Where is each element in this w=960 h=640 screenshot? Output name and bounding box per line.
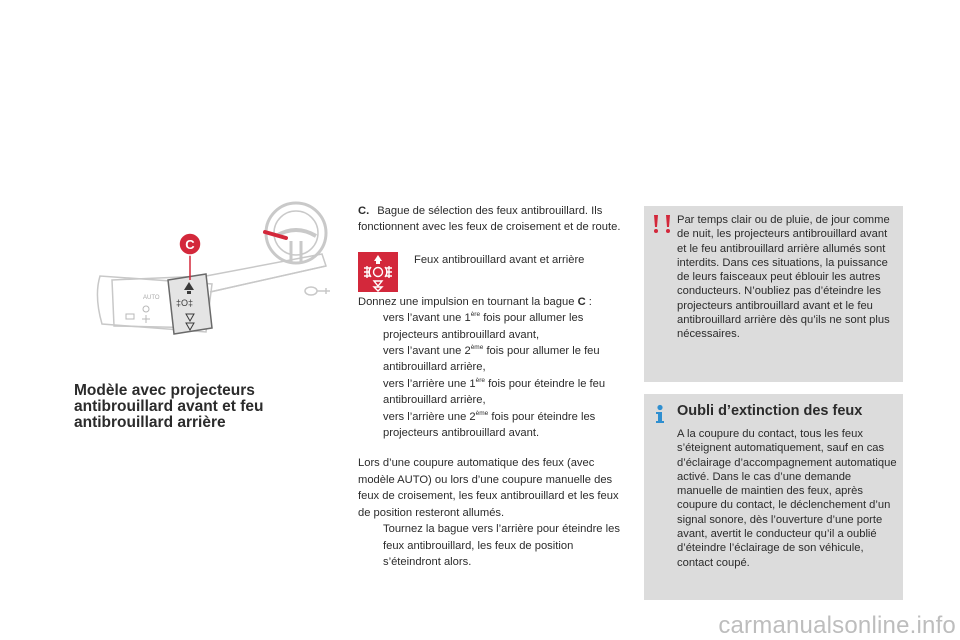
auto-paragraph: Lors d’une coupure automatique des feux (avec modèle AUTO) ou lors d’une coupure manuelle des feux de croisement, les feux antibrouillard et les feux de position resteront allumés. (358, 457, 619, 519)
middle-column (358, 203, 626, 570)
fog-lights-label: Feux antibrouillard avant et arrière (414, 253, 585, 266)
lighting-stalk-illustration (86, 196, 336, 346)
callout-c-icon (179, 233, 201, 255)
watermark: carmanualsonline.info (718, 612, 956, 639)
lever-icon (97, 254, 330, 332)
warning-exclamation-icon (649, 214, 675, 239)
svg-text:‡O‡: ‡O‡ (176, 298, 194, 308)
list-item: vers l’avant une 1ère fois pour allumer les projecteurs antibrouillard avant, (383, 311, 584, 341)
auto-list (358, 521, 626, 570)
model-title: Modèle avec projecteurs antibrouillard avant et feu antibrouillard arrière (74, 382, 264, 431)
impulse-intro (358, 294, 626, 310)
impulse-list (358, 310, 626, 441)
impulse-ring-letter: C (577, 295, 586, 308)
list-item: vers l’arrière une 2ème fois pour éteindre les projecteurs antibrouillard avant. (383, 409, 596, 440)
fog-lights-icon (358, 252, 398, 292)
list-item: vers l’arrière une 1ère fois pour éteindre le feu antibrouillard arrière, (383, 376, 606, 407)
list-item: vers l’avant une 2ème fois pour allumer le feu antibrouillard arrière, (383, 344, 600, 374)
impulse-colon: : (585, 295, 592, 308)
info-title: Oubli d’extinction des feux (677, 403, 863, 419)
ring-c-letter: C. (358, 205, 370, 217)
ring-c-description (358, 203, 626, 236)
warning-box (644, 206, 903, 382)
info-box (644, 394, 903, 600)
auto-label: AUTO (143, 295, 160, 301)
impulse-intro-text: Donnez une impulsion en tournant la bague (358, 295, 575, 308)
info-icon (650, 404, 670, 429)
fog-ring-icon (168, 254, 212, 334)
warning-text: Par temps clair ou de pluie, de jour comme de nuit, les projecteurs antibrouillard avant et le feu antibrouillard arrière allumés sont interdits. Dans ces situations, la puissance de leurs faisceaux peut éblouir les autres conducteurs. N’oubliez pas d’éteindre les projecteurs antibrouillard avant et le feu antibrouillard arrière dès qu’ils ne sont plus nécessaires. (677, 214, 890, 341)
ring-c-text: Bague de sélection des feux antibrouillard. Ils fonctionnent avec les feux de croisement et de route. (358, 205, 621, 234)
info-text: A la coupure du contact, tous les feux s’éteignent automatiquement, sauf en cas d’éclairage d’accompagnement automatique activé. Dans le cas d’une demande manuelle de maintien des feux, après coupure du contact, le déclenchement d’un signal sonore, dès l’ouverture d’une porte avant, avertit le conducteur qu’il a oublié d’éteindre l’éclairage de son véhicule, contact coupé. (677, 428, 897, 569)
svg-text:C: C (185, 237, 195, 252)
fog-lights-row (358, 248, 626, 294)
list-item: Tournez la bague vers l’arrière pour éteindre les feux antibrouillard, les feux de position s’éteindront alors. (383, 523, 620, 568)
